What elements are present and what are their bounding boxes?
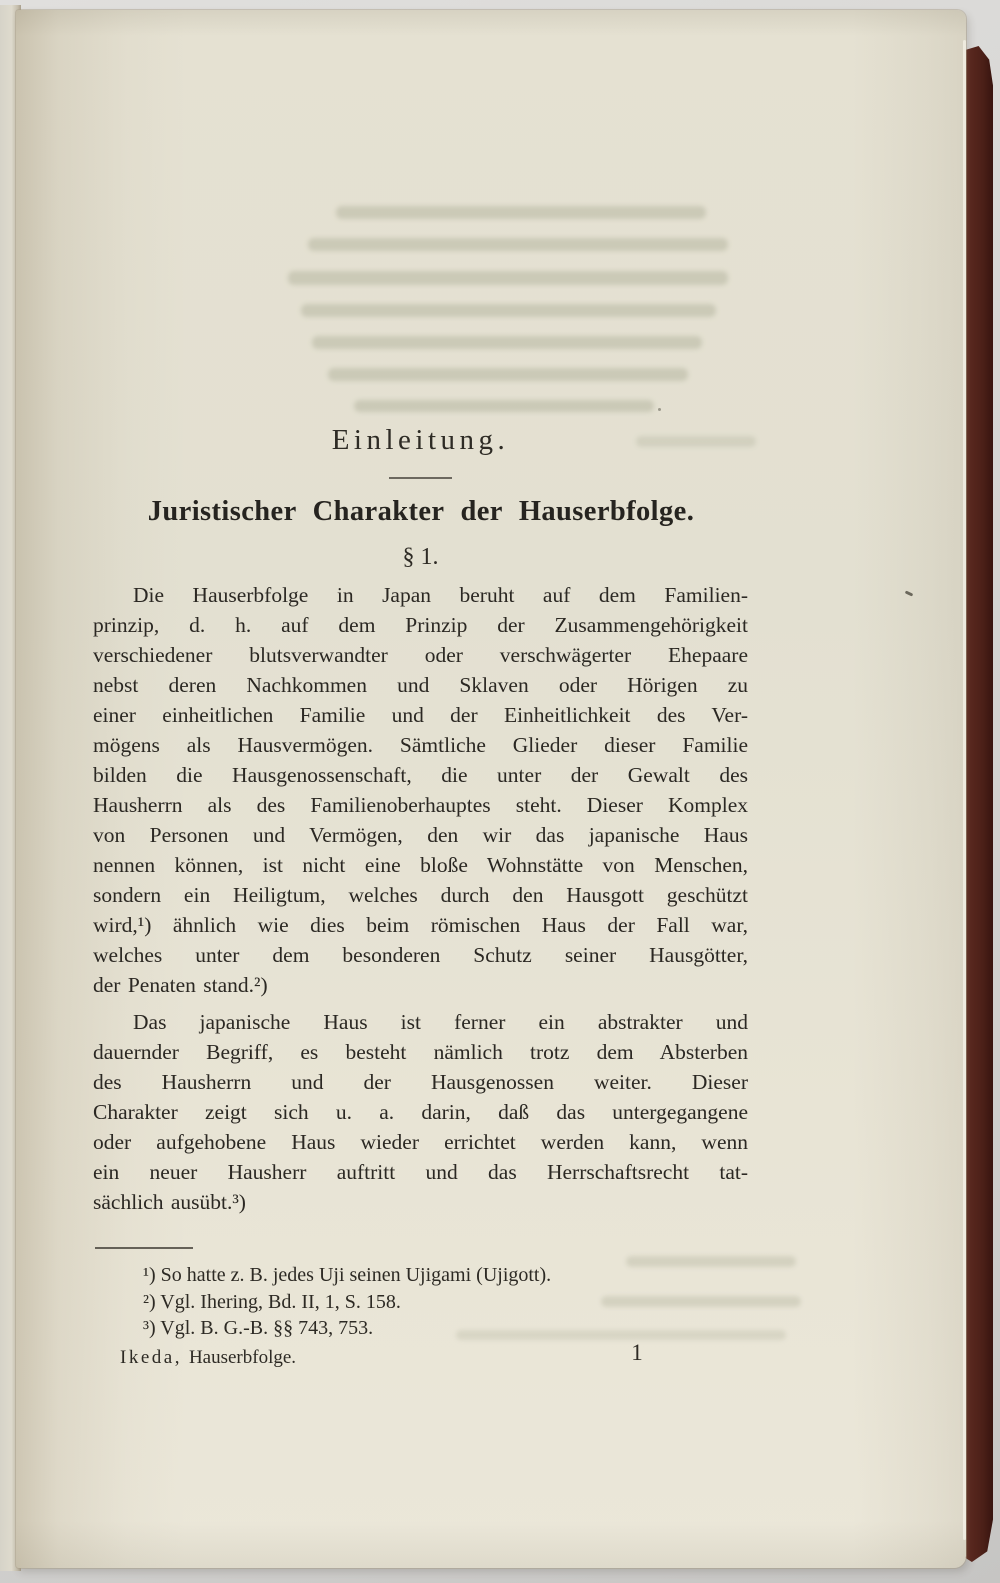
footer-author: Ikeda, xyxy=(120,1347,182,1368)
text-line: Charakter zeigt sich u. a. darin, daß das untergegangene xyxy=(93,1100,748,1124)
show-through-text xyxy=(301,304,716,317)
signature-line xyxy=(120,1347,296,1369)
text-line: von Personen und Vermögen, den wir das japanische Haus xyxy=(93,823,748,847)
paper-speck xyxy=(905,590,914,596)
text-line: oder aufgehobene Haus wieder errichtet werden kann, wenn xyxy=(93,1130,748,1154)
show-through-text xyxy=(312,336,702,349)
section-heading: § 1. xyxy=(402,544,439,570)
book-page xyxy=(16,10,966,1568)
text-line: welches unter dem besonderen Schutz seiner Hausgötter, xyxy=(93,943,748,967)
text-line: ein neuer Hausherr auftritt und das Herrschaftsrecht tat- xyxy=(93,1160,748,1184)
footnotes xyxy=(143,1262,743,1342)
text-line: der Penaten stand.²) xyxy=(93,973,268,997)
text-line: wird,¹) ähnlich wie dies beim römischen Haus der Fall war, xyxy=(93,913,748,937)
text-line: dauernder Begriff, es besteht nämlich trotz dem Absterben xyxy=(93,1040,748,1064)
show-through-text xyxy=(308,238,728,251)
text-line: sondern ein Heiligtum, welches durch den Hausgott geschützt xyxy=(93,883,748,907)
text-line: nennen können, ist nicht eine bloße Wohnstätte von Menschen, xyxy=(93,853,748,877)
footnote-line: ²) Vgl. Ihering, Bd. II, 1, S. 158. xyxy=(143,1290,401,1313)
text-line: Hausherrn als des Familienoberhauptes steht. Dieser Komplex xyxy=(93,793,748,817)
heading-rule xyxy=(389,477,452,479)
text-line: des Hausherrn und der Hausgenossen weiter. Dieser xyxy=(93,1070,748,1094)
footnote-line: ³) Vgl. B. G.-B. §§ 743, 753. xyxy=(143,1317,374,1339)
paragraph-2 xyxy=(93,1007,748,1217)
page-number: 1 xyxy=(631,1340,643,1365)
page-title: Juristischer Charakter der Hauserbfolge. xyxy=(147,496,695,527)
paper-speck xyxy=(658,408,661,411)
heading-kicker: Einleitung. xyxy=(331,424,510,456)
footer-work: Hauserbfolge. xyxy=(188,1347,297,1368)
text-line: verschiedener blutsverwandter oder verschwägerter Ehepaare xyxy=(93,643,748,667)
show-through-text xyxy=(354,400,654,412)
text-line: mögens als Hausvermögen. Sämtliche Glieder dieser Familie xyxy=(93,733,748,757)
text-line: bilden die Hausgenossenschaft, die unter der Gewalt des xyxy=(93,763,748,787)
show-through-text xyxy=(328,368,688,381)
text-line: Das japanische Haus ist ferner ein abstrakter und xyxy=(133,1010,748,1034)
text-line: sächlich ausübt.³) xyxy=(93,1190,246,1214)
text-line: nebst deren Nachkommen und Sklaven oder Hörigen zu xyxy=(93,673,748,697)
paragraph-1 xyxy=(93,580,748,1000)
text-line: Die Hauserbfolge in Japan beruht auf dem Familien- xyxy=(133,583,748,607)
show-through-text xyxy=(288,271,728,285)
text-line: prinzip, d. h. auf dem Prinzip der Zusammengehörigkeit xyxy=(93,613,748,637)
footnote-line: ¹) So hatte z. B. jedes Uji seinen Ujigami (Ujigott). xyxy=(143,1264,552,1286)
text-line: einer einheitlichen Familie und der Einheitlichkeit des Ver- xyxy=(93,703,748,727)
show-through-text xyxy=(336,206,706,219)
footnote-separator xyxy=(95,1247,193,1249)
